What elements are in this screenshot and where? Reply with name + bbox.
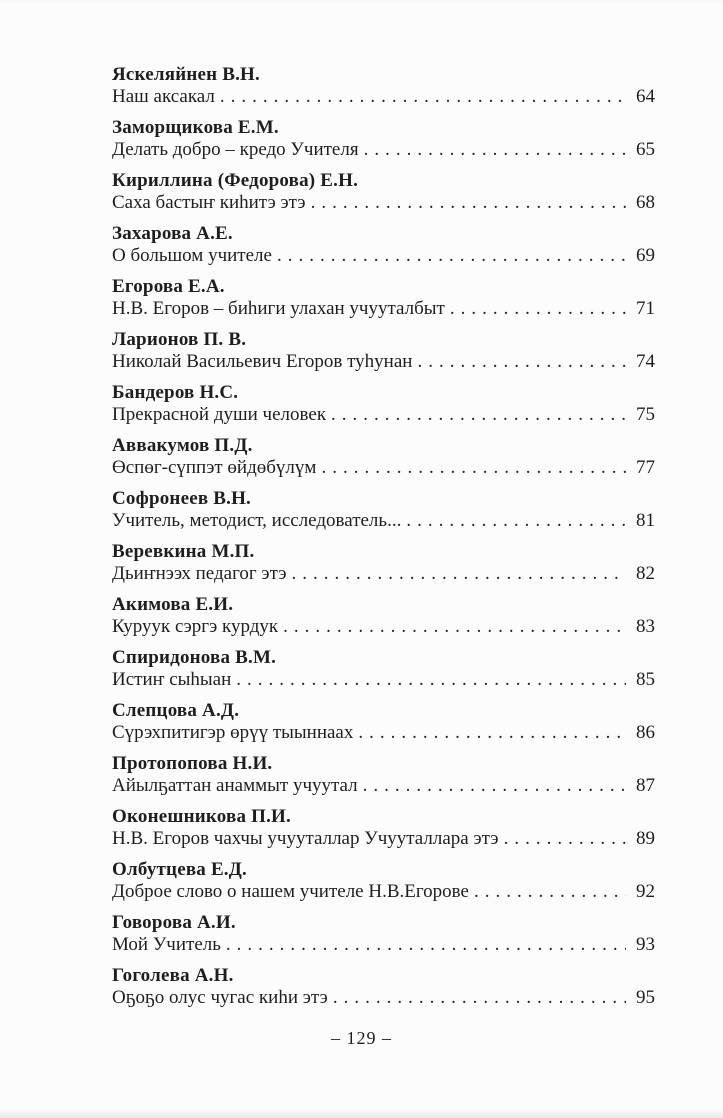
dot-leader (504, 828, 626, 850)
entry-title: Делать добро – кредо Учителя (112, 139, 359, 160)
entry-title: Саха бастыҥ киһитэ этэ (112, 192, 306, 213)
entry-page-number: 95 (636, 987, 655, 1008)
toc-list (112, 64, 655, 1018)
dot-leader (363, 775, 626, 797)
toc-entry (112, 435, 655, 479)
entry-page-number: 65 (636, 139, 655, 160)
toc-entry (112, 117, 655, 161)
entry-title: Доброе слово о нашем учителе Н.В.Егорове (112, 881, 469, 902)
toc-entry (112, 806, 655, 850)
toc-entry (112, 541, 655, 585)
toc-entry (112, 647, 655, 691)
entry-title: Сүрэхпитигэр өрүү тыыннаах (112, 722, 354, 743)
entry-page-number: 93 (636, 934, 655, 955)
entry-page-number: 64 (636, 86, 655, 107)
entry-page-number: 92 (636, 881, 655, 902)
toc-entry (112, 276, 655, 320)
toc-entry (112, 170, 655, 214)
entry-title-line (112, 192, 655, 214)
dot-leader (236, 669, 626, 691)
dot-leader (311, 192, 626, 214)
entry-page-number: 69 (636, 245, 655, 266)
dot-leader (450, 298, 626, 320)
entry-title-line (112, 722, 655, 744)
entry-author: Олбутцева Е.Д. (112, 859, 247, 880)
entry-author: Слепцова А.Д. (112, 700, 240, 721)
dot-leader (364, 139, 626, 161)
entry-title-line (112, 881, 655, 903)
entry-page-number: 86 (636, 722, 655, 743)
toc-entry (112, 859, 655, 903)
entry-title: Оҕоҕо олус чугас киһи этэ (112, 987, 328, 1008)
entry-author: Оконешникова П.И. (112, 806, 291, 827)
toc-entry (112, 912, 655, 956)
entry-author: Гоголева А.Н. (112, 965, 234, 986)
entry-page-number: 87 (636, 775, 655, 796)
dot-leader (417, 351, 626, 373)
entry-author: Захарова А.Е. (112, 223, 233, 244)
dot-leader (292, 563, 626, 585)
entry-title: Прекрасной души человек (112, 404, 327, 425)
entry-author: Веревкина М.П. (112, 541, 255, 562)
entry-page-number: 77 (636, 457, 655, 478)
entry-page-number: 74 (636, 351, 655, 372)
page-number-footer: – 129 – (331, 1028, 392, 1048)
entry-title: Наш аксакал (112, 86, 215, 107)
entry-title-line (112, 351, 655, 373)
entry-author: Кириллина (Федорова) Е.Н. (112, 170, 359, 191)
toc-entry (112, 223, 655, 267)
entry-title-line (112, 245, 655, 267)
toc-entry (112, 753, 655, 797)
toc-entry (112, 382, 655, 426)
entry-author: Заморщикова Е.М. (112, 117, 279, 138)
entry-author: Аввакумов П.Д. (112, 435, 253, 456)
dot-leader (277, 245, 626, 267)
entry-title: Н.В. Егоров – биһиги улахан учууталбыт (112, 298, 445, 319)
entry-title: Өспөг-сүппэт өйдөбүлүм (112, 457, 317, 478)
entry-title: Н.В. Егоров чахчы учууталлар Учууталлара этэ (112, 828, 499, 849)
entry-title-line (112, 457, 655, 479)
entry-title-line (112, 669, 655, 691)
entry-title: Учитель, методист, исследователь... (112, 510, 402, 531)
entry-page-number: 71 (636, 298, 655, 319)
entry-author: Софронеев В.Н. (112, 488, 252, 509)
entry-page-number: 89 (636, 828, 655, 849)
dot-leader (226, 934, 626, 956)
entry-title-line (112, 934, 655, 956)
toc-entry (112, 64, 655, 108)
entry-title-line (112, 828, 655, 850)
entry-title-line (112, 775, 655, 797)
entry-page-number: 68 (636, 192, 655, 213)
entry-page-number: 83 (636, 616, 655, 637)
dot-leader (474, 881, 626, 903)
toc-entry (112, 488, 655, 532)
entry-page-number: 75 (636, 404, 655, 425)
entry-title: Истиҥ сыһыан (112, 669, 232, 690)
entry-author: Протопопова Н.И. (112, 753, 273, 774)
entry-title-line (112, 510, 655, 532)
entry-title-line (112, 139, 655, 161)
entry-title: Мой Учитель (112, 934, 221, 955)
dot-leader (333, 987, 626, 1009)
dot-leader (321, 457, 626, 479)
dot-leader (331, 404, 626, 426)
entry-title: Куруук сэргэ курдук (112, 616, 279, 637)
entry-title-line (112, 404, 655, 426)
entry-author: Егорова Е.А. (112, 276, 225, 297)
entry-author: Акимова Е.И. (112, 594, 234, 615)
entry-page-number: 82 (636, 563, 655, 584)
entry-title-line (112, 563, 655, 585)
toc-entry (112, 594, 655, 638)
entry-title-line (112, 616, 655, 638)
entry-author: Спиридонова В.М. (112, 647, 277, 668)
entry-author: Яскеляйнен В.Н. (112, 64, 260, 85)
entry-page-number: 81 (636, 510, 655, 531)
dot-leader (283, 616, 626, 638)
toc-entry (112, 329, 655, 373)
entry-title: Дьиҥнээх педагог этэ (112, 563, 287, 584)
toc-entry (112, 700, 655, 744)
entry-title: Николай Васильевич Егоров туһунан (112, 351, 413, 372)
entry-author: Бандеров Н.С. (112, 382, 239, 403)
dot-leader (406, 510, 626, 532)
entry-title-line (112, 298, 655, 320)
entry-author: Ларионов П. В. (112, 329, 247, 350)
entry-title: О большом учителе (112, 245, 272, 266)
entry-author: Говорова А.И. (112, 912, 236, 933)
entry-title: Айылҕаттан анаммыт учуутал (112, 775, 358, 796)
entry-title-line (112, 86, 655, 108)
dot-leader (220, 86, 626, 108)
entry-title-line (112, 987, 655, 1009)
toc-entry (112, 965, 655, 1009)
dot-leader (358, 722, 626, 744)
entry-page-number: 85 (636, 669, 655, 690)
